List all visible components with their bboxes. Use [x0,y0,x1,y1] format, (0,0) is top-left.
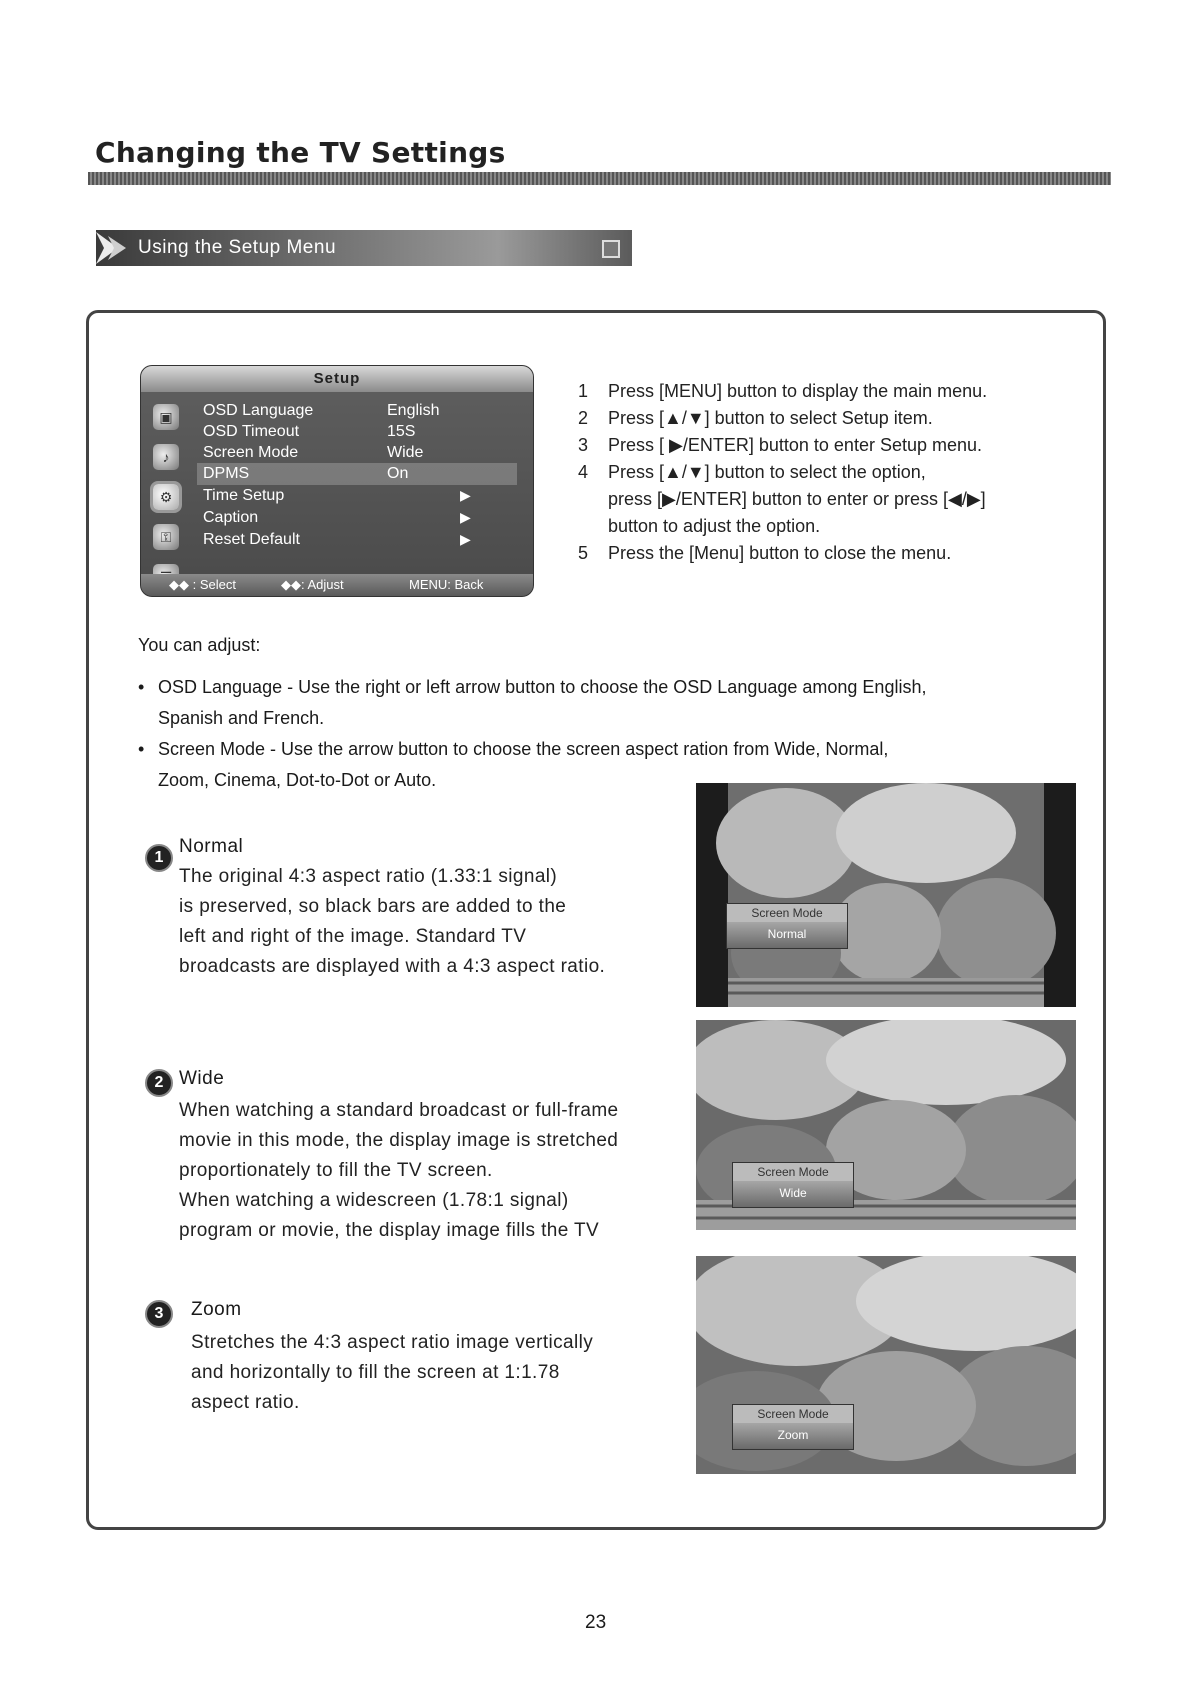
osd-row-value: 15S [387,423,416,440]
bullet-dot-icon: • [138,739,145,759]
screen-image-normal [696,783,1076,1007]
osd-row-label: Reset Default [203,531,300,548]
osd-row-osd-language[interactable] [197,400,517,422]
osd-row-label: OSD Timeout [203,423,300,440]
step-item: 3 Press [ ▶/ENTER] button to enter Setup menu. [578,435,983,455]
osd-row-screen-mode[interactable] [197,442,517,464]
mode-title-normal: Normal [179,836,244,857]
osd-row-value: English [387,402,440,419]
step-item: button to adjust the option. [608,516,821,536]
bullet-osd-language: • OSD Language - Use the right or left arrow button to choose the OSD Language among English, Spanish and French. [138,672,1098,734]
osd-row-label: Screen Mode [203,444,299,461]
step-item: 1 Press [MENU] button to display the main menu. [578,381,988,401]
setup-icon: ⚙ [153,484,179,510]
setup-osd-menu [140,365,534,597]
mode-title-wide: Wide [179,1068,225,1089]
adjust-intro: You can adjust: [138,635,261,655]
osd-row-osd-timeout[interactable] [197,421,517,443]
osd-row-time-setup[interactable] [197,485,517,507]
osd-row-reset-default[interactable] [197,529,517,551]
square-icon [602,240,620,258]
osd-footer-back: MENU: Back [409,577,484,592]
osd-screen-mode-popup: Screen Mode Wide [732,1162,854,1208]
number-1-icon: 1 [145,844,173,872]
sound-icon: ♪ [153,444,179,470]
section-title: Using the Setup Menu [138,237,337,258]
osd-title: Setup [313,370,361,387]
submenu-arrow-icon: ▶ [460,531,471,547]
page-number: 23 [585,1612,607,1633]
osd-footer-select: ◆◆ : Select [169,577,236,592]
picture-icon: ▣ [153,404,179,430]
osd-screen-mode-popup: Screen Mode Normal [726,903,848,949]
number-2-icon: 2 [145,1069,173,1097]
bullet-dot-icon: • [138,677,145,697]
step-item: 2 Press [▲/▼] button to select Setup item. [578,408,933,428]
osd-header [141,366,533,392]
fruit-photo-normal [696,783,1076,1007]
osd-category-icons [149,404,187,597]
mode-title-zoom: Zoom [191,1299,242,1320]
osd-row-label: Time Setup [203,487,285,504]
step-item: 4 Press [▲/▼] button to select the option, [578,462,926,482]
mode-description-wide: When watching a standard broadcast or full-frame movie in this mode, the display image is stretched proportionately to fill the TV screen. When watching a widescreen (1.78:1 signal) program or movie, the display image fills the TV [179,1100,619,1241]
osd-row-dpms[interactable] [197,463,517,485]
submenu-arrow-icon: ▶ [460,487,471,503]
osd-footer-adjust: ◆◆: Adjust [281,577,344,592]
page-title: Changing the TV Settings [95,136,506,169]
bullet-screen-mode: • Screen Mode - Use the arrow button to choose the screen aspect ration from Wide, Normal, Zoom, Cinema, Dot-to-Dot or Auto. [138,734,1098,796]
step-item: 5 Press the [Menu] button to close the menu. [578,543,952,563]
step-item: press [▶/ENTER] button to enter or press [◀/▶] [608,489,986,509]
submenu-arrow-icon: ▶ [460,509,471,525]
osd-footer [141,574,533,596]
osd-screen-mode-popup: Screen Mode Zoom [732,1404,854,1450]
osd-row-value: On [387,465,409,482]
chevron-right-icon [96,230,130,266]
screen-image-zoom [696,1256,1076,1474]
mode-description-normal: The original 4:3 aspect ratio (1.33:1 signal) is preserved, so black bars are added to the left and right of the image. Standard TV broadcasts are displayed with a 4:3 aspect ratio. [179,866,606,977]
mode-description-zoom: Stretches the 4:3 aspect ratio image vertically and horizontally to fill the screen at 1:1.78 aspect ratio. [191,1332,594,1413]
number-3-icon: 3 [145,1300,173,1328]
osd-row-value: Wide [387,444,424,461]
lock-icon: ⚿ [153,524,179,550]
osd-row-caption[interactable] [197,507,517,529]
osd-row-label: OSD Language [203,402,314,419]
osd-row-label: Caption [203,509,259,526]
section-banner [96,230,632,266]
screen-image-wide [696,1020,1076,1230]
title-rule [88,172,1111,185]
setup-steps [578,378,1098,567]
osd-row-label: DPMS [203,465,250,482]
